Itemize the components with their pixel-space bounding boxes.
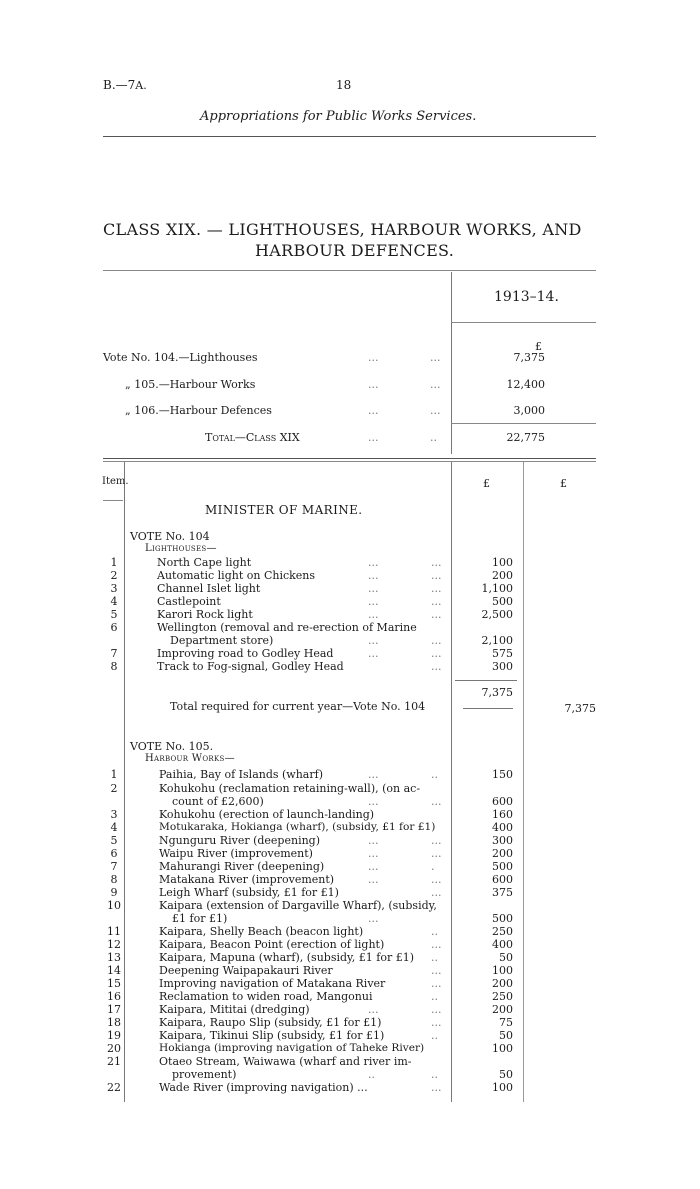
leader-dots: ...	[431, 582, 442, 595]
item-description-continued: £1 for £1)	[172, 912, 228, 925]
item-amount: 575	[492, 647, 513, 660]
leader-dots: ..	[431, 990, 438, 1003]
item-number: 4	[110, 595, 118, 608]
leader-dots: ...	[430, 351, 441, 364]
item-number: 8	[110, 660, 118, 673]
leader-dots: ..	[430, 431, 437, 444]
item-amount: 300	[492, 834, 513, 847]
item-description: Reclamation to widen road, Mangonui	[159, 990, 373, 1003]
item-amount: 500	[492, 912, 513, 925]
minister-heading: MINISTER OF MARINE.	[205, 503, 363, 517]
item-description: Ngunguru River (deepening)	[159, 834, 321, 847]
amount-currency: £	[483, 477, 490, 490]
leader-dots: ...	[431, 834, 442, 847]
item-number: 7	[110, 647, 118, 660]
item-description: Improving road to Godley Head	[157, 647, 334, 660]
item-description: Channel Islet light	[157, 582, 261, 595]
leader-dots: ...	[368, 404, 379, 417]
leader-dots: ...	[431, 647, 442, 660]
item-amount: 160	[492, 808, 513, 821]
item-description-continued: Department store)	[170, 634, 274, 647]
vote-104-subtotal: 7,375	[481, 686, 513, 699]
summary-currency: £	[535, 340, 542, 353]
summary-column-rule	[451, 272, 452, 454]
leader-dots: ...	[368, 834, 379, 847]
item-number: 12	[107, 938, 121, 951]
item-number: 5	[110, 834, 118, 847]
leader-dots: ...	[431, 595, 442, 608]
vote-104-subtotal-rule	[455, 680, 517, 681]
leader-dots: ...	[368, 647, 379, 660]
item-amount: 200	[492, 847, 513, 860]
item-description: Kaipara, Mapuna (wharf), (subsidy, £1 for £1)	[159, 951, 414, 964]
item-amount: 600	[492, 795, 513, 808]
leader-dots: ...	[431, 886, 442, 899]
item-number: 13	[107, 951, 121, 964]
leader-dots: ...	[430, 404, 441, 417]
summary-total-rule	[451, 423, 596, 424]
item-description: Karori Rock light	[157, 608, 253, 621]
item-description: Waipu River (improvement)	[159, 847, 313, 860]
item-description: Kaipara, Beacon Point (erection of light)	[159, 938, 385, 951]
leader-dots: ...	[368, 608, 379, 621]
running-title: Appropriations for Public Works Services.	[200, 109, 477, 124]
leader-dots: ...	[431, 964, 442, 977]
vote-105-subtitle: Harbour Works—	[145, 753, 235, 764]
item-header-rule	[103, 500, 123, 501]
item-description: Motukaraka, Hokianga (wharf), (subsidy, £1 for £1)	[159, 821, 436, 833]
leader-dots: ...	[368, 634, 379, 647]
item-column-header: Item.	[102, 476, 129, 487]
item-number: 16	[107, 990, 121, 1003]
leader-dots: ...	[431, 873, 442, 886]
leader-dots: ..	[368, 1068, 375, 1081]
item-description: Wellington (removal and re-erection of Marine	[157, 621, 417, 634]
item-description: Otaeo Stream, Waiwawa (wharf and river im-	[159, 1055, 412, 1068]
item-amount: 400	[492, 938, 513, 951]
leader-dots: ...	[430, 378, 441, 391]
leader-dots: ...	[431, 1016, 442, 1029]
leader-dots: ...	[368, 795, 379, 808]
document-code: B.—7A.	[103, 78, 147, 92]
leader-dots: ...	[368, 582, 379, 595]
total-currency: £	[560, 477, 567, 490]
item-amount: 2,500	[481, 608, 513, 621]
item-amount: 50	[499, 951, 513, 964]
vote-104-total: 7,375	[564, 702, 596, 715]
item-column-rule	[124, 462, 125, 1102]
item-amount: 500	[492, 595, 513, 608]
leader-dots: ...	[368, 351, 379, 364]
leader-dots: ...	[431, 556, 442, 569]
leader-dots: ...	[368, 431, 379, 444]
item-number: 10	[107, 899, 121, 912]
summary-row-label: Vote No. 104.—Lighthouses	[103, 351, 258, 364]
item-number: 18	[107, 1016, 121, 1029]
item-amount: 100	[492, 556, 513, 569]
item-number: 2	[110, 569, 118, 582]
item-amount: 1,100	[481, 582, 513, 595]
summary-row-amount: 12,400	[506, 378, 545, 391]
leader-dots: ...	[431, 977, 442, 990]
item-description: Track to Fog-signal, Godley Head	[157, 660, 344, 673]
vote-104-total-rule	[463, 708, 513, 709]
item-number: 21	[107, 1055, 121, 1068]
summary-row-amount: 7,375	[513, 351, 545, 364]
item-number: 3	[110, 582, 118, 595]
item-number: 5	[110, 608, 118, 621]
page-number: 18	[336, 78, 352, 92]
leader-dots: ...	[431, 634, 442, 647]
item-description: Hokianga (improving navigation of Taheke River)	[159, 1042, 425, 1054]
total-column-rule	[523, 462, 524, 1102]
amount-column-rule	[451, 462, 452, 1102]
item-number: 22	[107, 1081, 121, 1094]
item-description: Matakana River (improvement)	[159, 873, 335, 886]
leader-dots: ...	[431, 1003, 442, 1016]
item-amount: 300	[492, 660, 513, 673]
item-amount: 50	[499, 1029, 513, 1042]
item-amount: 200	[492, 1003, 513, 1016]
leader-dots: ..	[431, 768, 438, 781]
leader-dots: ...	[431, 938, 442, 951]
item-description: Kaipara, Mititai (dredging)	[159, 1003, 310, 1016]
item-number: 3	[110, 808, 118, 821]
leader-dots: ...	[368, 556, 379, 569]
item-number: 7	[110, 860, 118, 873]
item-description: Wade River (improving navigation) ...	[159, 1081, 368, 1094]
item-description: Kaipara, Shelly Beach (beacon light)	[159, 925, 364, 938]
item-description: Paihia, Bay of Islands (wharf)	[159, 768, 323, 781]
leader-dots: ...	[431, 608, 442, 621]
item-number: 20	[107, 1042, 121, 1055]
leader-dots: ...	[368, 1003, 379, 1016]
item-number: 2	[110, 782, 118, 795]
leader-dots: .	[431, 860, 435, 873]
item-description: Deepening Waipapakauri River	[159, 964, 333, 977]
item-description: Improving navigation of Matakana River	[159, 977, 386, 990]
leader-dots: ...	[368, 847, 379, 860]
vote-105-title: VOTE No. 105.	[130, 740, 214, 753]
item-amount: 500	[492, 860, 513, 873]
summary-total-label: Total—Class XIX	[205, 431, 300, 444]
item-description: North Cape light	[157, 556, 252, 569]
item-number: 19	[107, 1029, 121, 1042]
summary-row-label: „ 105.—Harbour Works	[125, 378, 256, 391]
leader-dots: ..	[431, 1068, 438, 1081]
item-number: 17	[107, 1003, 121, 1016]
item-number: 14	[107, 964, 121, 977]
item-number: 15	[107, 977, 121, 990]
item-number: 1	[110, 556, 118, 569]
item-number: 1	[110, 768, 118, 781]
item-amount: 250	[492, 990, 513, 1003]
item-number: 9	[110, 886, 118, 899]
item-description: Kohukohu (reclamation retaining-wall), (on ac-	[159, 782, 421, 795]
item-amount: 200	[492, 977, 513, 990]
leader-dots: ...	[368, 595, 379, 608]
item-amount: 2,100	[481, 634, 513, 647]
heading-rule	[103, 270, 596, 271]
detail-top-rule	[103, 458, 596, 459]
class-heading-line1: CLASS XIX. — LIGHTHOUSES, HARBOUR WORKS, AND	[103, 220, 582, 239]
leader-dots: ..	[431, 925, 438, 938]
item-description-continued: provement)	[172, 1068, 237, 1081]
item-amount: 100	[492, 964, 513, 977]
summary-year: 1913–14.	[494, 289, 559, 305]
vote-104-total-label: Total required for current year—Vote No. 104	[170, 700, 426, 713]
item-amount: 600	[492, 873, 513, 886]
leader-dots: ...	[368, 873, 379, 886]
leader-dots: ...	[368, 569, 379, 582]
item-amount: 200	[492, 569, 513, 582]
leader-dots: ...	[368, 912, 379, 925]
item-number: 6	[110, 621, 118, 634]
item-description: Castlepoint	[157, 595, 221, 608]
summary-year-rule	[451, 322, 596, 323]
class-heading-line2: HARBOUR DEFENCES.	[255, 241, 455, 260]
item-description: Leigh Wharf (subsidy, £1 for £1)	[159, 886, 339, 899]
leader-dots: ...	[368, 378, 379, 391]
item-description: Kaipara (extension of Dargaville Wharf), (subsidy,	[159, 899, 437, 912]
leader-dots: ...	[431, 1081, 442, 1094]
leader-dots: ...	[431, 847, 442, 860]
vote-104-subtitle: Lighthouses—	[145, 543, 217, 554]
item-description: Automatic light on Chickens	[157, 569, 316, 582]
item-amount: 400	[492, 821, 513, 834]
leader-dots: ...	[431, 660, 442, 673]
item-amount: 150	[492, 768, 513, 781]
item-description: Kohukohu (erection of launch-landing)	[159, 808, 375, 821]
item-number: 8	[110, 873, 118, 886]
item-amount: 75	[499, 1016, 513, 1029]
leader-dots: ...	[368, 860, 379, 873]
summary-row-label: „ 106.—Harbour Defences	[125, 404, 272, 417]
leader-dots: ..	[431, 1029, 438, 1042]
summary-total-amount: 22,775	[506, 431, 545, 444]
header-rule	[103, 136, 596, 137]
item-description-continued: count of £2,600)	[172, 795, 264, 808]
item-number: 11	[107, 925, 121, 938]
leader-dots: ...	[431, 569, 442, 582]
summary-row-amount: 3,000	[513, 404, 545, 417]
item-amount: 375	[492, 886, 513, 899]
item-number: 4	[110, 821, 118, 834]
item-amount: 250	[492, 925, 513, 938]
item-amount: 100	[492, 1042, 513, 1055]
item-number: 6	[110, 847, 118, 860]
vote-104-title: VOTE No. 104	[130, 530, 210, 543]
leader-dots: ...	[368, 768, 379, 781]
item-amount: 50	[499, 1068, 513, 1081]
item-description: Kaipara, Raupo Slip (subsidy, £1 for £1)	[159, 1016, 382, 1029]
item-description: Kaipara, Tikinui Slip (subsidy, £1 for £1)	[159, 1029, 385, 1042]
item-amount: 100	[492, 1081, 513, 1094]
leader-dots: ...	[431, 795, 442, 808]
item-description: Mahurangi River (deepening)	[159, 860, 325, 873]
leader-dots: ..	[431, 951, 438, 964]
